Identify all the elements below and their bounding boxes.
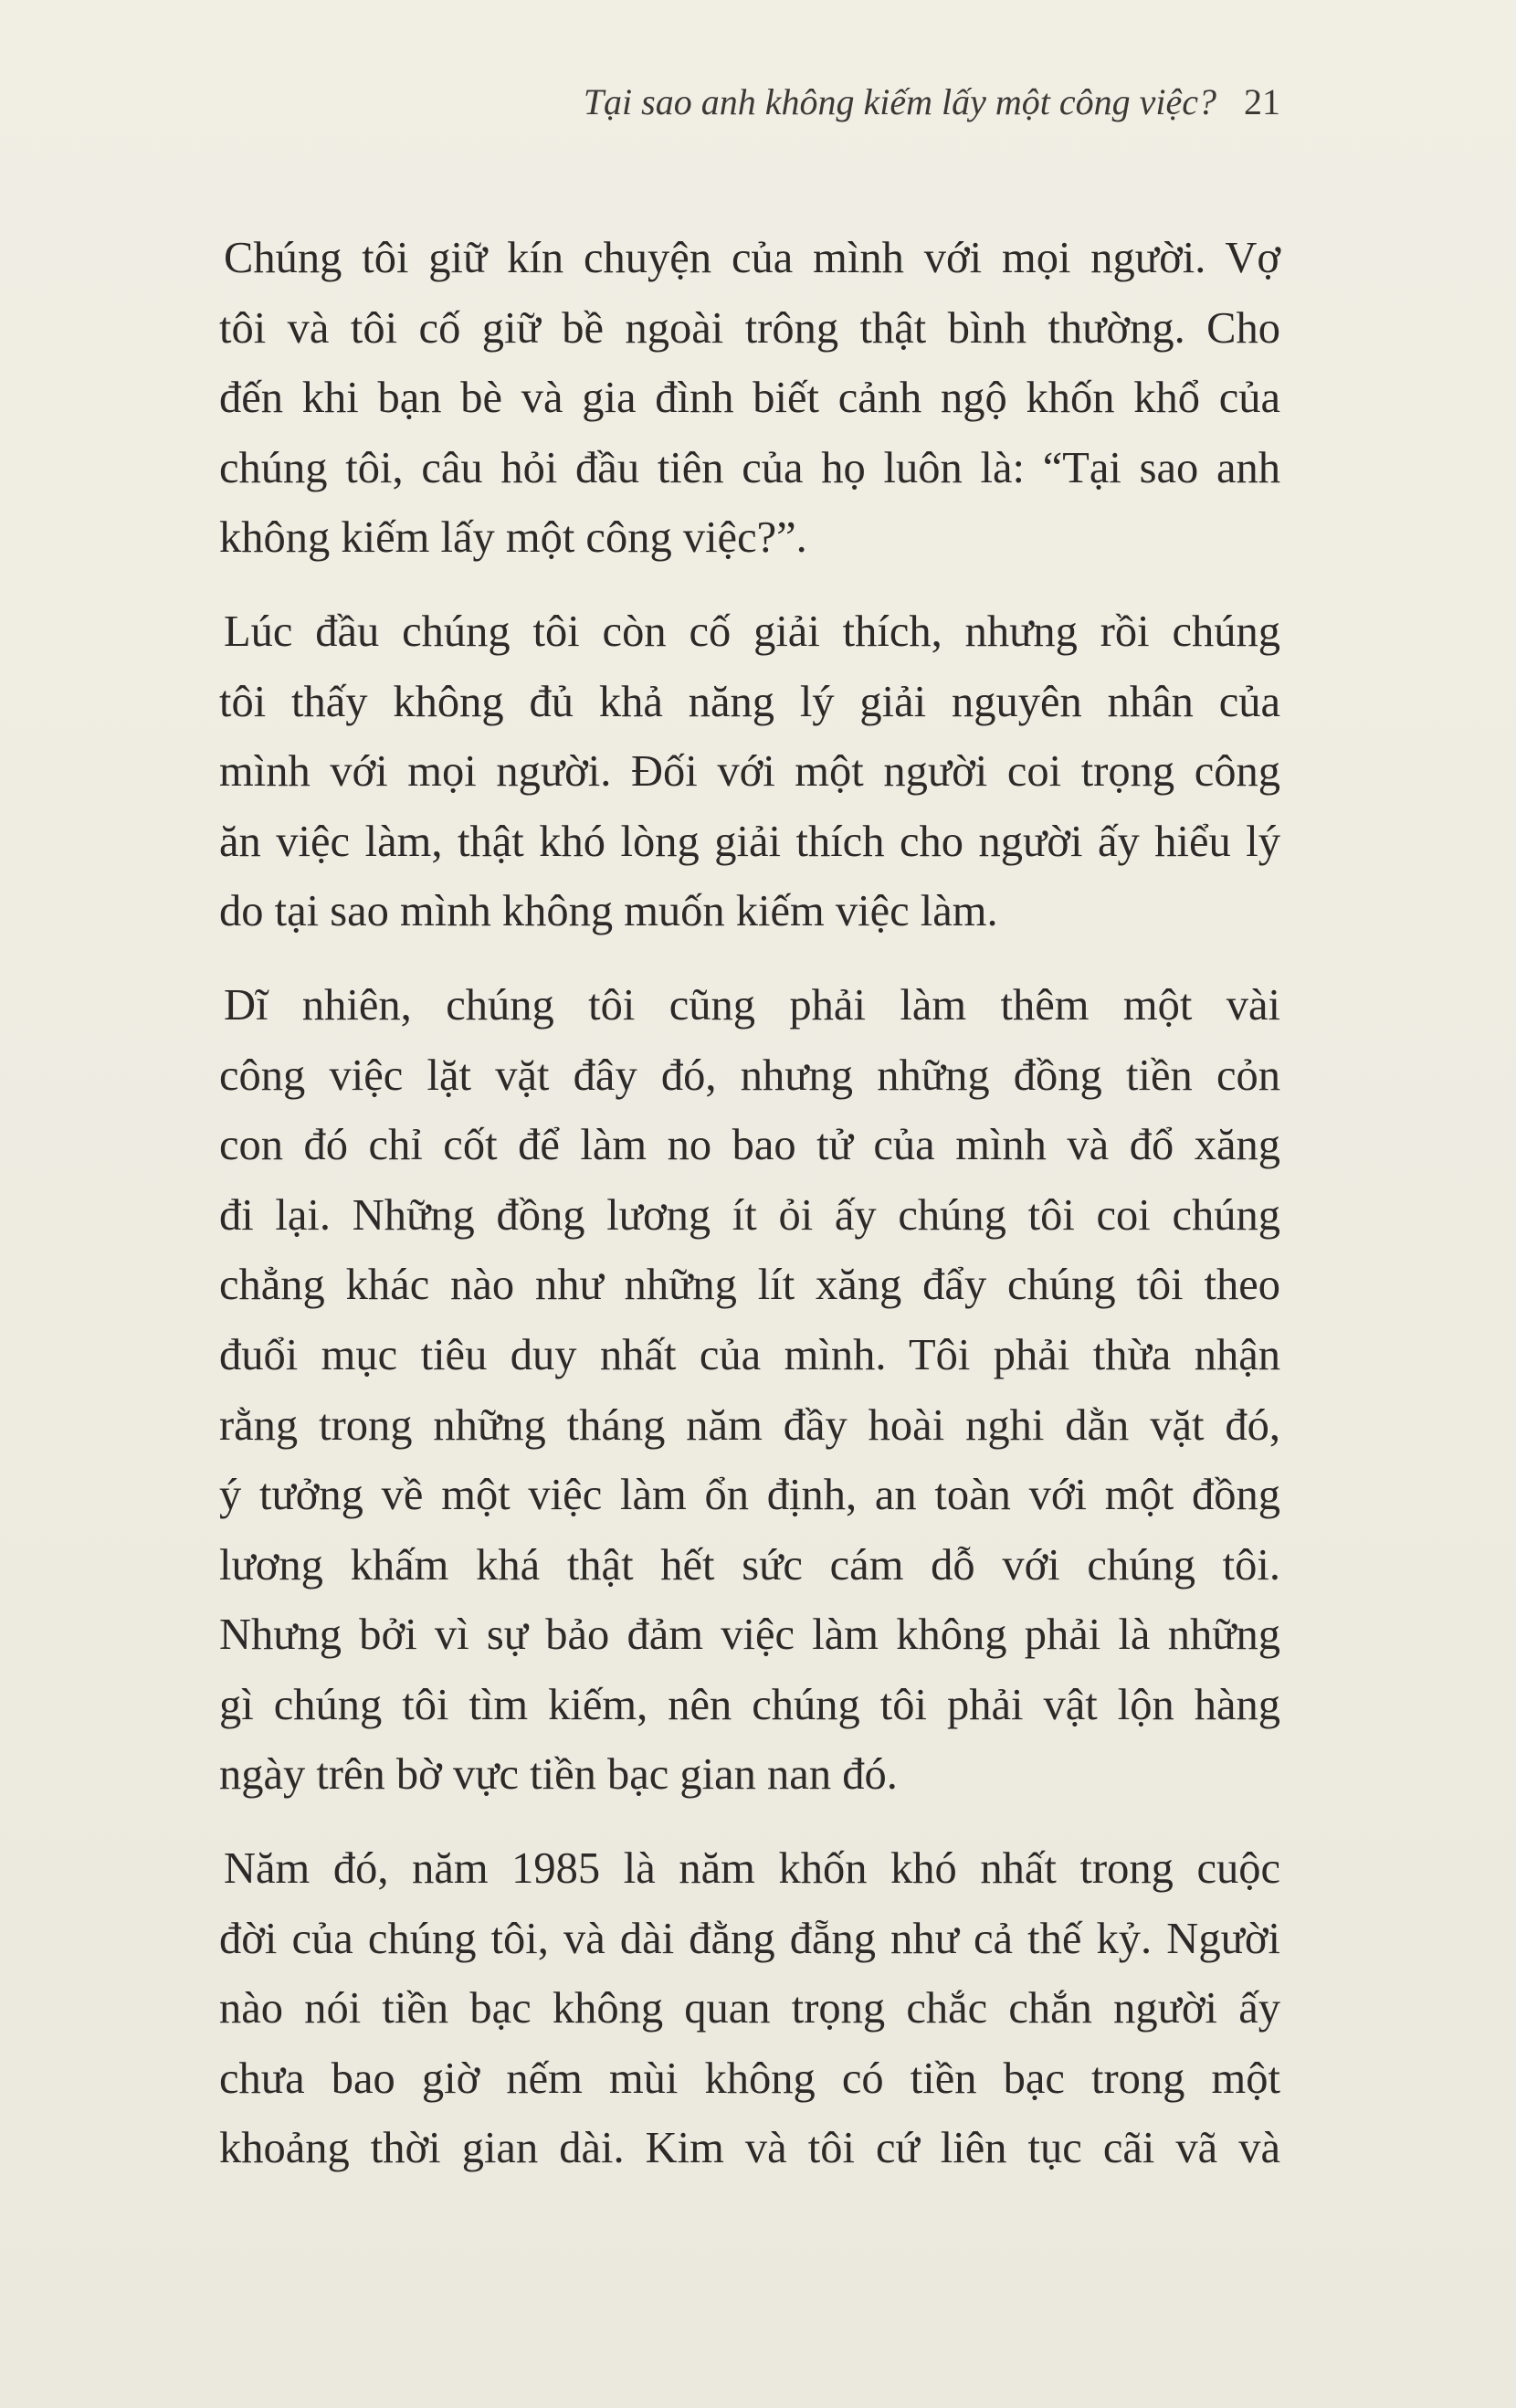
running-title: Tại sao anh không kiếm lấy một công việc?	[583, 81, 1216, 122]
text-line: chúng tôi, câu hỏi đầu tiên của họ luôn là: “Tại sao anh	[219, 443, 1280, 492]
text-line: gì chúng tôi tìm kiếm, nên chúng tôi phải vật lộn hàng	[219, 1680, 1280, 1729]
paragraph-1	[219, 224, 1280, 574]
text-line: Dĩ nhiên, chúng tôi cũng phải làm thêm một vài	[224, 980, 1280, 1030]
text-line: chưa bao giờ nếm mùi không có tiền bạc trong một	[219, 2054, 1280, 2103]
text-line: nào nói tiền bạc không quan trọng chắc chắn người ấy	[219, 1984, 1280, 2033]
text-line: ngày trên bờ vực tiền bạc gian nan đó.	[219, 1750, 898, 1800]
running-header	[584, 80, 1280, 123]
text-line: lương khấm khá thật hết sức cám dỗ với chúng tôi.	[219, 1540, 1280, 1589]
text-line: ý tưởng về một việc làm ổn định, an toàn với một đồng	[219, 1471, 1280, 1520]
text-line: đời của chúng tôi, và dài đằng đẵng như cả thế kỷ. Người	[219, 1914, 1280, 1963]
paragraph-4	[219, 1834, 1280, 2184]
text-line: con đó chỉ cốt để làm no bao tử của mình và đổ xăng	[219, 1121, 1280, 1170]
text-line: công việc lặt vặt đây đó, nhưng những đồng tiền cỏn	[219, 1051, 1280, 1100]
text-line: Nhưng bởi vì sự bảo đảm việc làm không phải là những	[219, 1611, 1280, 1660]
text-line: đi lại. Những đồng lương ít ỏi ấy chúng tôi coi chúng	[219, 1190, 1280, 1240]
text-line: tôi thấy không đủ khả năng lý giải nguyên nhân của	[219, 677, 1280, 726]
text-line: đuổi mục tiêu duy nhất của mình. Tôi phải thừa nhận	[219, 1330, 1280, 1379]
text-line: mình với mọi người. Đối với một người coi trọng công	[219, 747, 1280, 797]
text-line: tôi và tôi cố giữ bề ngoài trông thật bình thường. Cho	[219, 303, 1280, 353]
text-line: Lúc đầu chúng tôi còn cố giải thích, nhưng rồi chúng	[224, 607, 1280, 656]
text-line: không kiếm lấy một công việc?”.	[219, 513, 807, 563]
paragraph-2	[219, 597, 1280, 947]
text-line: do tại sao mình không muốn kiếm việc làm.	[219, 887, 998, 936]
page-number: 21	[1244, 81, 1280, 122]
paragraph-3	[219, 971, 1280, 1811]
text-line: khoảng thời gian dài. Kim và tôi cứ liên tục cãi vã và	[219, 2124, 1280, 2173]
text-line: Chúng tôi giữ kín chuyện của mình với mọi người. Vợ	[224, 234, 1280, 282]
text-line: Năm đó, năm 1985 là năm khốn khó nhất trong cuộc	[224, 1844, 1280, 1894]
body-text	[219, 224, 1280, 2208]
text-line: ăn việc làm, thật khó lòng giải thích cho người ấy hiểu lý	[219, 817, 1280, 866]
text-line: rằng trong những tháng năm đầy hoài nghi dằn vặt đó,	[219, 1400, 1280, 1450]
text-line: chẳng khác nào như những lít xăng đẩy chúng tôi theo	[219, 1261, 1280, 1310]
text-line: đến khi bạn bè và gia đình biết cảnh ngộ khốn khổ của	[219, 374, 1280, 423]
